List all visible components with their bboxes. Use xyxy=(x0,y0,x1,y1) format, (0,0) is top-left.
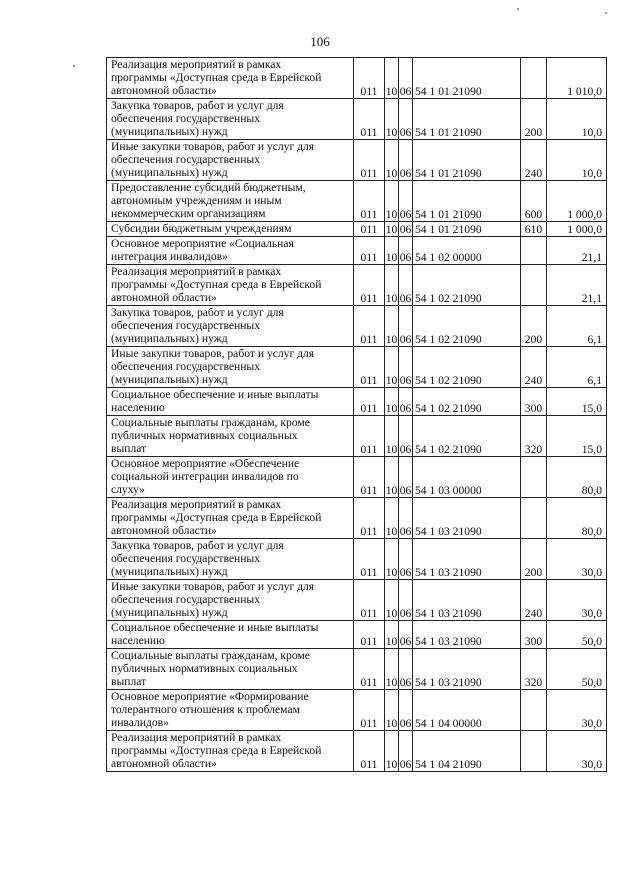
table-row xyxy=(107,99,607,140)
target-article-cell: 54 1 02 21090 xyxy=(413,416,521,457)
table-row xyxy=(107,140,607,181)
page-number: 106 xyxy=(310,34,330,49)
row-name-line: автономной области» xyxy=(111,757,217,770)
table-row xyxy=(107,347,607,388)
section-code-cell: 10 xyxy=(385,416,399,457)
amount-cell: 30,0 xyxy=(547,731,607,772)
target-article-cell: 54 1 01 21090 xyxy=(413,140,521,181)
row-name-line: публичных нормативных социальных xyxy=(111,429,298,442)
admin-code-cell: 011 xyxy=(354,498,385,539)
admin-code-cell: 011 xyxy=(354,580,385,621)
target-article-cell: 54 1 03 21090 xyxy=(413,649,521,690)
admin-code-cell: 011 xyxy=(354,265,385,306)
target-article-cell: 54 1 02 21090 xyxy=(413,306,521,347)
subsection-code-cell: 06 xyxy=(399,649,413,690)
target-article-cell: 54 1 02 21090 xyxy=(413,388,521,416)
row-name-line: Иные закупки товаров, работ и услуг для xyxy=(111,347,315,360)
row-name-line: социальной интеграции инвалидов по xyxy=(111,470,299,483)
budget-table-body xyxy=(107,58,607,772)
amount-cell: 30,0 xyxy=(547,539,607,580)
row-name-cell xyxy=(107,347,354,388)
row-name-cell xyxy=(107,580,354,621)
row-name-line: Иные закупки товаров, работ и услуг для xyxy=(111,580,315,593)
section-code-cell: 10 xyxy=(385,223,398,236)
expense-type-cell xyxy=(521,731,547,772)
section-code-cell: 10 xyxy=(385,140,399,181)
row-name-line: обеспечения государственных xyxy=(111,153,261,166)
table-row xyxy=(107,237,607,265)
amount-cell: 50,0 xyxy=(547,649,607,690)
row-name-line: Предоставление субсидий бюджетным, xyxy=(111,181,306,194)
row-name-line: Социальные выплаты гражданам, кроме xyxy=(111,416,310,429)
row-name-cell xyxy=(107,265,354,306)
subsection-code-cell: 06 xyxy=(399,58,413,99)
row-name-line: Реализация мероприятий в рамках xyxy=(111,498,282,511)
row-name-line: Закупка товаров, работ и услуг для xyxy=(111,306,284,319)
target-article-cell: 54 1 03 21090 xyxy=(413,580,521,621)
row-name-line: (муниципальных) нужд xyxy=(111,332,228,345)
subsection-code-cell: 06 xyxy=(399,416,413,457)
row-name-line: населению xyxy=(111,634,165,647)
target-article-cell: 54 1 04 00000 xyxy=(413,690,521,731)
row-name-cell xyxy=(107,498,354,539)
section-code-cell: 10 xyxy=(385,237,399,265)
table-row xyxy=(107,731,607,772)
subsection-code-cell: 06 xyxy=(399,140,413,181)
section-code-cell: 10 xyxy=(385,498,399,539)
target-article-cell: 54 1 01 21090 xyxy=(413,181,521,222)
row-name-line: Реализация мероприятий в рамках xyxy=(111,265,282,278)
admin-code-cell: 011 xyxy=(354,306,385,347)
row-name-line: Основное мероприятие «Формирование xyxy=(111,690,309,703)
admin-code-cell: 011 xyxy=(354,347,385,388)
admin-code-cell: 011 xyxy=(354,621,385,649)
row-name-line: обеспечения государственных xyxy=(111,360,261,373)
row-name-cell xyxy=(107,222,354,237)
section-code-cell: 10 xyxy=(385,690,399,731)
expense-type-cell xyxy=(521,498,547,539)
expense-type-cell: 320 xyxy=(521,416,547,457)
row-name-cell xyxy=(107,388,354,416)
amount-cell: 80,0 xyxy=(547,498,607,539)
subsection-code-cell: 06 xyxy=(399,237,413,265)
section-code-cell: 10 xyxy=(385,621,399,649)
row-name-line: Основное мероприятие «Социальная xyxy=(111,237,294,250)
target-article-cell: 54 1 01 21090 xyxy=(413,58,521,99)
section-code-cell: 10 xyxy=(385,181,399,222)
target-article-cell: 54 1 03 21090 xyxy=(413,498,521,539)
subsection-code-cell: 06 xyxy=(399,457,413,498)
table-row xyxy=(107,498,607,539)
row-name-line: (муниципальных) нужд xyxy=(111,373,228,386)
row-name-line: обеспечения государственных xyxy=(111,112,261,125)
row-name-cell xyxy=(107,237,354,265)
subsection-code-cell: 06 xyxy=(399,690,413,731)
admin-code-cell: 011 xyxy=(354,140,385,181)
row-name-line: Реализация мероприятий в рамках xyxy=(111,58,282,71)
subsection-code-cell: 06 xyxy=(399,580,413,621)
expense-type-cell: 240 xyxy=(521,580,547,621)
row-name-cell xyxy=(107,457,354,498)
target-article-cell: 54 1 02 21090 xyxy=(413,347,521,388)
expense-type-cell xyxy=(521,265,547,306)
row-name-line: населению xyxy=(111,401,165,414)
admin-code-cell: 011 xyxy=(354,99,385,140)
amount-cell: 1 000,0 xyxy=(547,181,607,222)
table-row xyxy=(107,181,607,222)
section-code-cell: 10 xyxy=(385,58,399,99)
row-name-line: Социальные выплаты гражданам, кроме xyxy=(111,649,310,662)
admin-code-cell: 011 xyxy=(354,388,385,416)
section-code-cell: 10 xyxy=(385,306,399,347)
subsection-code-cell: 06 xyxy=(399,223,412,236)
table-row xyxy=(107,222,607,237)
expense-type-cell xyxy=(521,690,547,731)
expense-type-cell xyxy=(521,58,547,99)
section-code-cell: 10 xyxy=(385,649,399,690)
admin-code-cell: 011 xyxy=(354,539,385,580)
amount-cell: 30,0 xyxy=(547,580,607,621)
target-article-cell: 54 1 01 21090 xyxy=(413,99,521,140)
row-name-line: публичных нормативных социальных xyxy=(111,662,298,675)
row-name-line: программы «Доступная среда в Еврейской xyxy=(111,278,322,291)
amount-cell: 1 000,0 xyxy=(547,222,607,237)
row-name-line: слуху» xyxy=(111,483,145,496)
row-name-cell xyxy=(107,621,354,649)
admin-code-cell: 011 xyxy=(354,58,385,99)
amount-cell: 10,0 xyxy=(547,140,607,181)
row-name-line: Закупка товаров, работ и услуг для xyxy=(111,99,284,112)
subsection-code-cell: 06 xyxy=(399,498,413,539)
row-name-line: обеспечения государственных xyxy=(111,552,261,565)
amount-cell: 21,1 xyxy=(547,237,607,265)
section-code-cell: 10 xyxy=(385,539,399,580)
expense-type-cell xyxy=(521,457,547,498)
admin-code-cell: 011 xyxy=(354,416,385,457)
row-name-line: (муниципальных) нужд xyxy=(111,565,228,578)
row-name-line: программы «Доступная среда в Еврейской xyxy=(111,511,322,524)
row-name-cell xyxy=(107,416,354,457)
amount-cell: 21,1 xyxy=(547,265,607,306)
amount-cell: 15,0 xyxy=(547,388,607,416)
target-article-cell: 54 1 03 21090 xyxy=(413,539,521,580)
section-code-cell: 10 xyxy=(385,347,399,388)
table-row xyxy=(107,306,607,347)
expense-type-cell: 300 xyxy=(521,388,547,416)
table-row xyxy=(107,539,607,580)
target-article-cell: 54 1 02 00000 xyxy=(413,237,521,265)
target-article-cell: 54 1 01 21090 xyxy=(413,222,521,237)
table-row xyxy=(107,388,607,416)
amount-cell: 30,0 xyxy=(547,690,607,731)
subsection-code-cell: 06 xyxy=(399,539,413,580)
table-row xyxy=(107,690,607,731)
amount-cell: 50,0 xyxy=(547,621,607,649)
section-code-cell: 10 xyxy=(385,731,399,772)
row-name-line: автономной области» xyxy=(111,291,217,304)
expense-type-cell: 200 xyxy=(521,539,547,580)
admin-code-cell: 011 xyxy=(354,649,385,690)
row-name-line: автономным учреждениям и иным xyxy=(111,194,282,207)
row-name-line: выплат xyxy=(111,675,147,688)
expense-type-cell: 300 xyxy=(521,621,547,649)
expense-type-cell: 200 xyxy=(521,306,547,347)
amount-cell: 1 010,0 xyxy=(547,58,607,99)
amount-cell: 6,1 xyxy=(547,347,607,388)
row-name-line: инвалидов» xyxy=(111,716,169,729)
admin-code-cell: 011 xyxy=(354,457,385,498)
amount-cell: 6,1 xyxy=(547,306,607,347)
section-code-cell: 10 xyxy=(385,265,399,306)
budget-table xyxy=(106,57,607,772)
target-article-cell: 54 1 02 21090 xyxy=(413,265,521,306)
amount-cell: 15,0 xyxy=(547,416,607,457)
row-name-cell xyxy=(107,99,354,140)
expense-type-cell: 240 xyxy=(521,140,547,181)
scan-speck xyxy=(517,8,519,10)
row-name-line: программы «Доступная среда в Еврейской xyxy=(111,71,322,84)
admin-code-cell: 011 xyxy=(354,690,385,731)
row-name-line: автономной области» xyxy=(111,84,217,97)
row-name-line: Субсидии бюджетным учреждениям xyxy=(111,222,292,235)
row-name-line: Реализация мероприятий в рамках xyxy=(111,731,282,744)
row-name-line: обеспечения государственных xyxy=(111,593,261,606)
row-name-cell xyxy=(107,690,354,731)
table-row xyxy=(107,649,607,690)
subsection-code-cell: 06 xyxy=(399,306,413,347)
expense-type-cell xyxy=(521,237,547,265)
table-row xyxy=(107,457,607,498)
expense-type-cell: 240 xyxy=(521,347,547,388)
admin-code-cell: 011 xyxy=(354,237,385,265)
row-name-cell xyxy=(107,306,354,347)
row-name-line: (муниципальных) нужд xyxy=(111,166,228,179)
row-name-cell xyxy=(107,181,354,222)
row-name-cell xyxy=(107,140,354,181)
subsection-code-cell: 06 xyxy=(399,181,413,222)
row-name-line: Основное мероприятие «Обеспечение xyxy=(111,457,300,470)
row-name-line: выплат xyxy=(111,442,147,455)
subsection-code-cell: 06 xyxy=(399,265,413,306)
row-name-cell xyxy=(107,539,354,580)
row-name-line: автономной области» xyxy=(111,524,217,537)
subsection-code-cell: 06 xyxy=(399,388,413,416)
row-name-line: Закупка товаров, работ и услуг для xyxy=(111,539,284,552)
subsection-code-cell: 06 xyxy=(399,621,413,649)
section-code-cell: 10 xyxy=(385,388,399,416)
row-name-line: (муниципальных) нужд xyxy=(111,606,228,619)
row-name-cell xyxy=(107,731,354,772)
subsection-code-cell: 06 xyxy=(399,99,413,140)
row-name-line: Иные закупки товаров, работ и услуг для xyxy=(111,140,315,153)
admin-code-cell: 011 xyxy=(354,222,385,237)
table-row xyxy=(107,265,607,306)
row-name-line: некоммерческим организациям xyxy=(111,207,266,220)
row-name-cell xyxy=(107,58,354,99)
expense-type-cell: 200 xyxy=(521,99,547,140)
admin-code-cell: 011 xyxy=(354,181,385,222)
row-name-cell xyxy=(107,649,354,690)
subsection-code-cell: 06 xyxy=(399,347,413,388)
expense-type-cell: 600 xyxy=(521,181,547,222)
amount-cell: 80,0 xyxy=(547,457,607,498)
target-article-cell: 54 1 03 00000 xyxy=(413,457,521,498)
target-article-cell: 54 1 03 21090 xyxy=(413,621,521,649)
scan-speck xyxy=(605,12,607,14)
expense-type-cell: 610 xyxy=(521,222,547,237)
table-row xyxy=(107,58,607,99)
section-code-cell: 10 xyxy=(385,457,399,498)
admin-code-cell: 011 xyxy=(354,731,385,772)
expense-type-cell: 320 xyxy=(521,649,547,690)
table-row xyxy=(107,580,607,621)
scan-speck xyxy=(73,65,75,67)
row-name-line: толерантного отношения к проблемам xyxy=(111,703,300,716)
target-article-cell: 54 1 04 21090 xyxy=(413,731,521,772)
subsection-code-cell: 06 xyxy=(399,731,413,772)
section-code-cell: 10 xyxy=(385,99,399,140)
row-name-line: (муниципальных) нужд xyxy=(111,125,228,138)
amount-cell: 10,0 xyxy=(547,99,607,140)
row-name-line: интеграция инвалидов» xyxy=(111,250,228,263)
row-name-line: Социальное обеспечение и иные выплаты xyxy=(111,388,319,401)
section-code-cell: 10 xyxy=(385,580,399,621)
row-name-line: обеспечения государственных xyxy=(111,319,261,332)
table-row xyxy=(107,416,607,457)
table-row xyxy=(107,621,607,649)
row-name-line: Социальное обеспечение и иные выплаты xyxy=(111,621,319,634)
row-name-line: программы «Доступная среда в Еврейской xyxy=(111,744,322,757)
